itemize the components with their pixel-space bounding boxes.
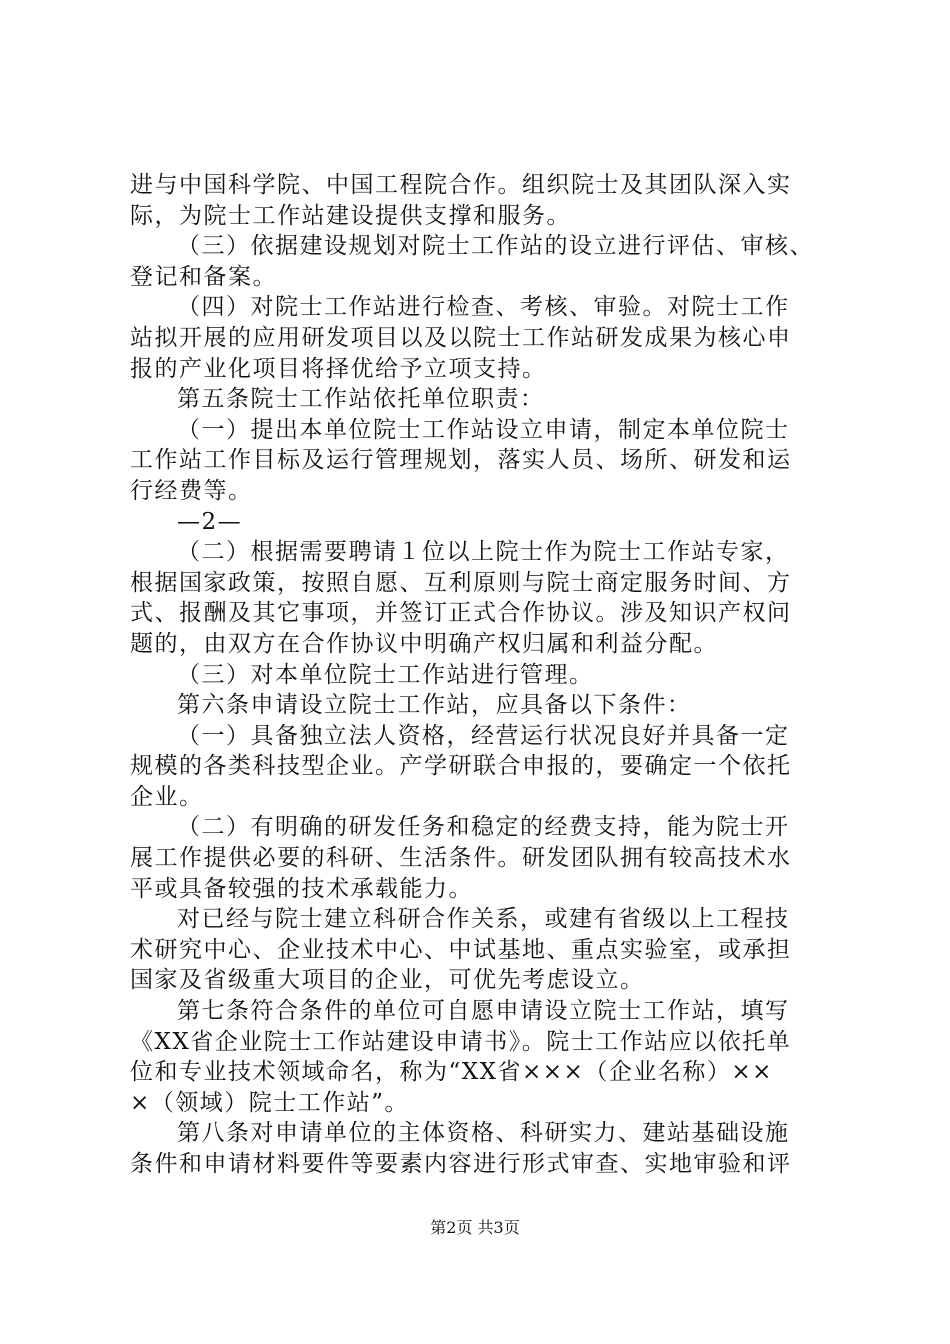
text-line: 第六条申请设立院士工作站，应具备以下条件： [177,692,692,719]
text-line: 站拟开展的应用研发项目以及以院士工作站研发成果为核心申 [130,324,792,351]
text-line: 工作站工作目标及运行管理规划，落实人员、场所、研发和运 [130,447,792,474]
text-line: 规模的各类科技型企业。产学研联合申报的，要确定一个依托 [130,753,792,780]
text-line: 报的产业化项目将择优给予立项支持。 [130,355,547,382]
text-line: 根据国家政策，按照自愿、互利原则与院士商定服务时间、方 [130,569,792,596]
text-line: —2— [177,508,243,535]
text-line: 位和专业技术领域命名，称为“XX省×××（企业名称）×× [130,1059,773,1086]
text-line: 《XX省企业院士工作站建设申请书》。院士工作站应以依托单 [130,1028,792,1055]
text-line: 际，为院士工作站建设提供支撑和服务。 [130,202,571,229]
text-line: （四）对院士工作站进行检查、考核、审验。对院士工作 [177,294,790,321]
text-line: 平或具备较强的技术承载能力。 [130,875,473,902]
text-line: 展工作提供必要的科研、生活条件。研发团队拥有较高技术水 [130,845,792,872]
text-line: 式、报酬及其它事项，并签订正式合作协议。涉及知识产权问 [130,600,792,627]
document-body [130,170,850,1180]
text-line: 企业。 [130,783,204,810]
text-line: （三）依据建设规划对院士工作站的设立进行评估、审核、 [177,233,814,260]
text-line: （三）对本单位院士工作站进行管理。 [177,661,594,688]
text-line: ×（领域）院士工作站”。 [130,1089,410,1116]
text-line: 行经费等。 [130,477,253,504]
text-line: 登记和备案。 [130,263,277,290]
text-line: 条件和申请材料要件等要素内容进行形式审查、实地审验和评 [130,1151,792,1177]
text-line: （一）提出本单位院士工作站设立申请，制定本单位院士 [177,416,790,443]
text-line: 第七条符合条件的单位可自愿申请设立院士工作站，填写 [177,998,790,1025]
text-line: 第五条院士工作站依托单位职责： [177,386,545,413]
text-line: 术研究中心、企业技术中心、中试基地、重点实验室，或承担 [130,936,792,963]
text-line: 进与中国科学院、中国工程院合作。组织院士及其团队深入实 [130,172,792,198]
text-line: 第八条对申请单位的主体资格、科研实力、建站基础设施 [177,1120,790,1147]
page-footer: 第2页 共3页 [430,1218,520,1237]
text-line: （二）有明确的研发任务和稳定的经费支持，能为院士开 [177,814,790,841]
text-line: 国家及省级重大项目的企业，可优先考虑设立。 [130,967,645,994]
text-line: 对已经与院士建立科研合作关系，或建有省级以上工程技 [177,906,790,933]
text-line: 题的，由双方在合作协议中明确产权归属和利益分配。 [130,630,718,657]
text-line: （一）具备独立法人资格，经营运行状况良好并具备一定 [177,722,790,749]
text-line: （二）根据需要聘请１位以上院士作为院士工作站专家， [177,539,790,566]
